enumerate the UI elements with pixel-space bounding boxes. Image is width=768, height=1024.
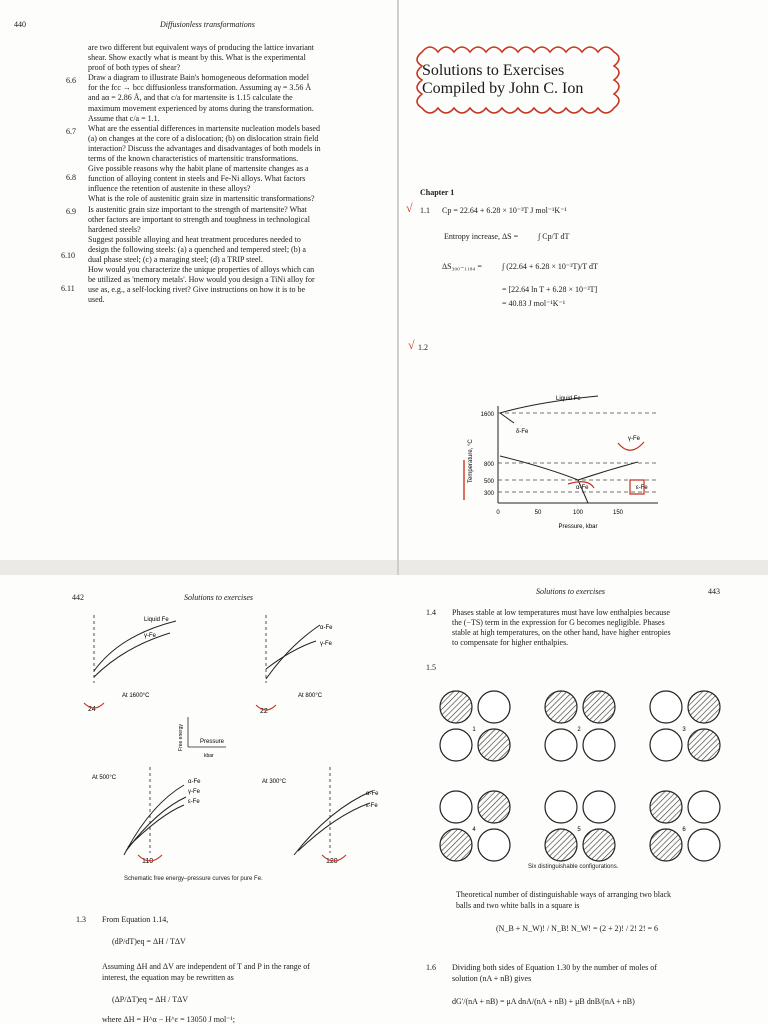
assumption-text: Assuming ΔH and ΔV are independent of T and P in the range of [102,962,310,971]
epsilon-fe-label: ε-Fe [636,485,648,491]
black-ball [440,829,472,861]
exercise-number: 6.9 [66,207,76,216]
liquid-fe-label: Liquid Fe [556,396,581,402]
black-ball [545,691,577,723]
check-mark-icon: √ [406,201,413,215]
graph-label: ε-Fe [366,803,378,809]
check-mark-icon: √ [408,338,415,352]
entropy-label: Entropy increase, ΔS = [444,232,519,241]
exercise-number: 1.6 [426,963,436,972]
graph-annotation: 24 [88,706,96,713]
y-tick-label: 500 [483,479,494,485]
fe-phase-diagram [458,388,678,538]
axis-label: kbar [204,753,214,759]
graph-label: α-Fe [188,779,201,785]
black-ball [440,691,472,723]
white-ball [545,729,577,761]
white-ball [440,791,472,823]
page-443 [398,575,768,1024]
equation-2: (ΔP/ΔT)eq = ΔH / TΔV [112,995,189,1004]
x-tick-label: 100 [572,510,584,516]
where-text: where ΔH = H^α − H^ε = 13050 J mol⁻¹; [102,1015,236,1024]
exercise-number: 1.5 [426,663,436,672]
exercise-text: balls and two white balls in a square is [456,901,580,910]
exercise-number: 1.3 [76,915,86,924]
axis-label: Pressure [200,739,225,745]
white-ball [583,791,615,823]
graph-label: γ-Fe [144,633,156,639]
page-441 [398,0,768,560]
black-ball [688,729,720,761]
page-440 [0,0,398,560]
graph-title: At 300°C [262,779,287,785]
page-number: 443 [708,587,720,596]
white-ball [440,729,472,761]
ball-configurations-diagram [428,683,748,883]
chapter-heading: Chapter 1 [420,188,455,197]
graph-title: At 1600°C [122,693,150,699]
formula-1-6: dG'/(nA + nB) = μA dnA/(nA + nB) + μB dnB/(nA + nB) [452,997,635,1006]
equation-reference: From Equation 1.14, [102,915,169,924]
configuration-number: 5 [577,827,581,833]
y-tick-label: 1600 [480,412,494,418]
black-ball [545,829,577,861]
exercise-number: 6.11 [61,284,75,293]
black-ball [650,791,682,823]
black-ball [688,691,720,723]
exercise-number: 6.7 [66,127,76,136]
x-tick-label: 150 [612,510,624,516]
white-ball [583,729,615,761]
page-442 [0,575,398,1024]
graph-title: At 800°C [298,693,323,699]
gamma-fe-label: γ-Fe [628,436,640,442]
exercise-number: 6.10 [61,251,75,260]
y-tick-label: 800 [483,462,494,468]
black-ball [583,691,615,723]
running-header: Diffusionless transformations [160,20,255,29]
exercise-text: are two different but equivalent ways of producing the lattice invariant shear. Show exactly what is meant by this. What is the experimental proof of both types of shear? Draw a diagram to illustrate Bain's homogeneous deformation model for the fcc → bcc diffusionless transformation. Assuming aγ = 3.56 Å and aα = 2.86 Å, and that c/a for martensite is 1.15 calculate the maximum movement experienced by atoms during the transformation. Assume that c/a = 1.1. What are the essential differences in martensite nucleation models based (a) on changes at the core of a dislocation; (b) on dislocation strain field interaction? Discuss the advantages and disadvantages of both models in terms of the known characteristics of martensitic transformations. Give possible reasons why the habit plane of martensite changes as a function of alloying content in steels and Fe-Ni alloys. What factors influence the retention of austenite in these alloys? What is the role of austenitic grain size in martensitic transformations? Is austenitic grain size important to the strength of martensite? What other factors are important to strength and toughness in technological hardened steels? Suggest possible alloying and heat treatment procedures needed to design the following steels: (a) a quenched and tempered steel; (b) a dual phase steel; (c) a maraging steel; (d) a TRIP steel. How would you characterize the unique properties of alloys which can be utilized as 'memory metals'. How would you design a TiNi alloy for use as, e.g., a self-locking rivet? Give instructions on how it is to be used. [88,43,321,305]
white-ball [650,691,682,723]
white-ball [650,729,682,761]
gamma-alpha-boundary [500,456,578,480]
exercise-text: Dividing both sides of Equation 1.30 by the number of moles of [452,963,657,972]
configuration-number: 3 [682,727,686,733]
white-ball [478,829,510,861]
title-line-2: Compiled by John C. Ion [422,80,584,97]
cp-equation: Cp = 22.64 + 6.28 × 10⁻³T J mol⁻¹K⁻¹ [442,206,567,215]
entropy-integral: ∫ Cp/T dT [538,232,570,241]
black-ball [478,791,510,823]
graph-annotation: 22 [260,708,268,715]
white-ball [688,791,720,823]
white-ball [545,791,577,823]
exercise-number: 1.2 [418,343,428,352]
exercise-text: Theoretical number of distinguishable ways of arranging two black [456,890,672,899]
alpha-fe-label: α-Fe [576,485,589,491]
page-gap [0,560,768,575]
y-axis-label: Temperature, °C [468,439,474,483]
exercise-1-4-text: Phases stable at low temperatures must have low enthalpies because the (−TS) term in the expression for G becomes negligible. Phases stable at high temperatures, on the other hand, have higher entropies to compensate for higher enthalpies. [452,608,671,648]
x-tick-label: 0 [496,510,500,516]
running-header: Solutions to exercises [536,587,606,596]
x-axis-label: Pressure, kbar [558,524,598,530]
exercise-number: 6.6 [66,76,76,85]
page-number: 440 [14,20,26,29]
equation-1: (dP/dT)eq = ΔH / TΔV [112,937,186,946]
graph-title: At 500°C [92,775,117,781]
configuration-number: 2 [577,727,581,733]
title-line-1: Solutions to Exercises [422,62,565,79]
configuration-number: 4 [472,827,476,833]
exercise-text: solution (nA + nB) gives [452,974,532,983]
figure-caption: Schematic free energy–pressure curves for pure Fe. [124,876,263,882]
black-ball [478,729,510,761]
page-number: 442 [72,593,84,602]
white-ball [688,829,720,861]
graph-label: γ-Fe [188,789,200,795]
configuration-number: 1 [472,727,476,733]
x-tick-label: 50 [534,510,542,516]
running-header: Solutions to exercises [184,593,254,602]
figure-caption: Six distinguishable configurations. [528,864,619,870]
delta-fe-label: δ-Fe [516,429,529,435]
graph-label: Liquid Fe [144,617,169,623]
free-energy-pressure-graphs [80,605,380,895]
graph-label: α-Fe [366,791,379,797]
graph-label: γ-Fe [320,641,332,647]
axis-label: Free energy [178,724,184,751]
ds-label: ΔS₃₀₀₋₁₁₈₄ = [442,262,482,271]
liquidus-line [500,396,598,413]
assumption-text: interest, the equation may be rewritten as [102,973,234,982]
black-ball [650,829,682,861]
ds-evaluated: = [22.64 ln T + 6.28 × 10⁻³T] [502,285,598,294]
exercise-number: 1.4 [426,608,436,617]
black-ball [583,829,615,861]
exercise-number: 6.8 [66,173,76,182]
graph-label: α-Fe [320,625,333,631]
formula-1-5: (N_B + N_W)! / N_B! N_W! = (2 + 2)! / 2! 2! = 6 [496,924,659,933]
ds-result: = 40.83 J mol⁻¹K⁻¹ [502,299,566,308]
y-tick-label: 300 [483,491,494,497]
white-ball [478,691,510,723]
ds-integral: ∫ (22.64 + 6.28 × 10⁻³T)/T dT [502,262,598,271]
configuration-number: 6 [682,827,686,833]
graph-annotation: 120 [326,858,338,865]
graph-label: ε-Fe [188,799,200,805]
exercise-number: 1.1 [420,206,430,215]
graph-annotation: 110 [142,858,154,865]
